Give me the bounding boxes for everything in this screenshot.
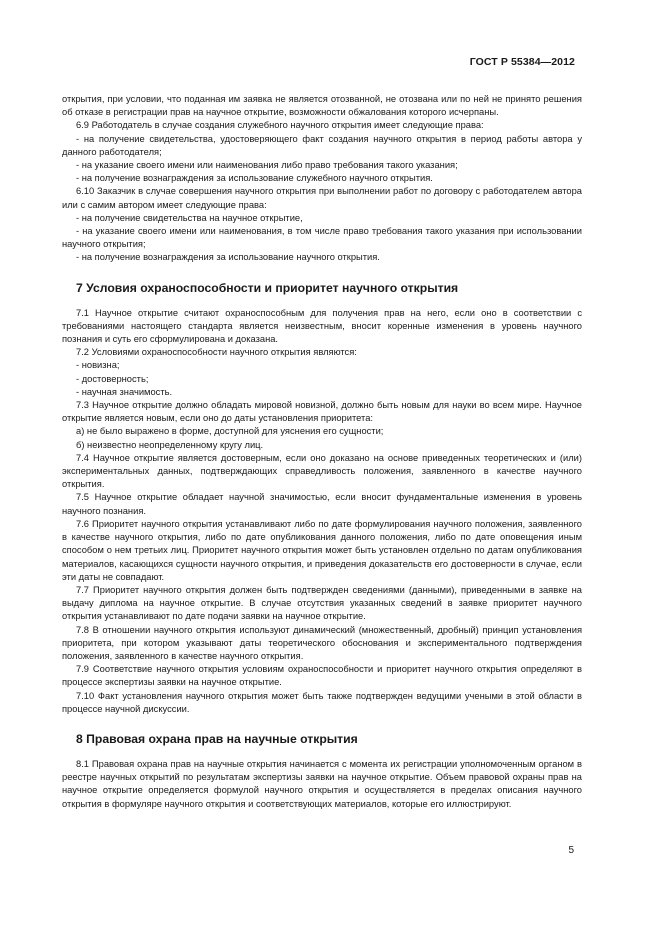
list-item: - на получение вознаграждения за использование служебного научного открытия. <box>76 173 433 184</box>
clause-7-7: 7.7 Приоритет научного открытия должен быть подтвержден сведениями (данными), приведенными в заявке на выдачу диплома на научное открытие. В случае отсутствия указанных сведений в заявке приоритет научного открытия устанавливают по дате подачи заявки на научное открытие. <box>62 584 582 622</box>
section-heading-7: 7 Условия охраноспособности и приоритет научного открытия <box>76 280 459 295</box>
page-number: 5 <box>568 845 574 856</box>
list-item: - на указание своего имени или наименования либо право требования такого указания; <box>76 160 458 171</box>
list-item: - научная значимость. <box>76 386 173 397</box>
document-body <box>62 93 582 811</box>
list-item: - на получение вознаграждения за использование научного открытия. <box>76 252 380 263</box>
list-item: б) неизвестно неопределенному кругу лиц. <box>76 439 264 450</box>
clause-7-6: 7.6 Приоритет научного открытия устанавливают либо по дате формулирования научного положения, заявленного в качестве научного открытия, либо по дате опубликования данного положения, либо по дате оповещения иным способом о нем третьих лиц. Приоритет научного открытия может быть установлен отдельно по датам опубликования материалов, касающихся сущности научного открытия, и приведения доказательств его достоверности в случае, если эти даты не совпадают. <box>62 518 582 582</box>
clause-7-8: 7.8 В отношении научного открытия используют динамический (множественный, дробный) принцип установления приоритета, при котором указывают даты теоретического обоснования и экспериментального подтверждения положения, заявленного в качестве научного открытия. <box>62 624 582 661</box>
section-heading-8: 8 Правовая охрана прав на научные открытия <box>76 731 358 746</box>
clause-7-10: 7.10 Факт установления научного открытия может быть также подтвержден ведущими учеными в этой области в процессе научной дискуссии. <box>62 690 582 714</box>
list-item: - на получение свидетельства на научное открытие, <box>76 212 303 223</box>
clause-7-3: 7.3 Научное открытие должно обладать мировой новизной, должно быть новым для науки во всем мире. Научное открытие является новым, если оно до даты установления приоритета: <box>62 400 582 424</box>
list-item: - на указание своего имени или наименования, в том числе право требования такого указания при использовании научного открытия; <box>62 226 582 250</box>
paragraph: открытия, при условии, что поданная им заявка не является отозванной, не отозвана или по ней не принято решения об отказе в регистрации прав на научное открытие, возможности обжалования которого исчерпаны. <box>62 94 582 118</box>
clause-7-5: 7.5 Научное открытие обладает научной значимостью, если вносит фундаментальные изменения в уровень научного познания. <box>62 492 582 516</box>
document-header: ГОСТ Р 55384—2012 <box>469 56 575 68</box>
clause-7-2: 7.2 Условиями охраноспособности научного открытия являются: <box>76 347 357 358</box>
list-item: - на получение свидетельства, удостоверяющего факт создания научного открытия в период работы автора у данного работодателя; <box>62 133 582 157</box>
clause-7-4: 7.4 Научное открытие является достоверным, если оно доказано на основе приведенных теоретических и (или) экспериментальных данных, подтверждающих справедливость положения, заявленного в качестве научного открытия. <box>62 452 582 490</box>
clause-8-1: 8.1 Правовая охрана прав на научные открытия начинается с момента их регистрации уполномоченным органом в реестре научных открытий по результатам экспертизы заявки на научное открытие. Объем правовой охраны прав на научное открытие определяется формулой научного открытия и осуществляется в пределах описания научного открытия в формуляре научного открытия и соответствующих материалов, которые его иллюстрируют. <box>62 758 582 809</box>
clause-6-9: 6.9 Работодатель в случае создания служебного научного открытия имеет следующие права: <box>76 120 484 131</box>
clause-7-9: 7.9 Соответствие научного открытия условиям охраноспособности и приоритет научного открытия определяют в процессе экспертизы заявки на научное открытие. <box>62 664 582 688</box>
clause-7-1: 7.1 Научное открытие считают охраноспособным для получения прав на него, если оно в соответствии с требованиями настоящего стандарта является неизвестным, вносит коренные изменения в уровень научного познания и суть его сформулирована и доказана. <box>62 307 582 345</box>
clause-6-10: 6.10 Заказчик в случае совершения научного открытия при выполнении работ по договору с работодателем автора или с самим автором имеет следующие права: <box>62 186 582 210</box>
list-item: а) не было выражено в форме, доступной для уяснения его сущности; <box>76 426 384 437</box>
list-item: - новизна; <box>76 360 120 371</box>
list-item: - достоверность; <box>76 373 149 384</box>
